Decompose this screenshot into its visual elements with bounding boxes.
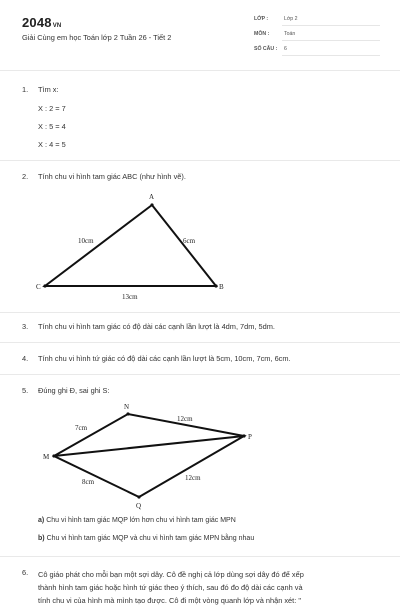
question-text (38, 568, 400, 607)
question-number: 2. (22, 172, 29, 181)
meta-class-label: LỚP : (254, 16, 269, 22)
vertex-q (137, 495, 140, 498)
vertex-p (242, 434, 245, 437)
q5-answer-a (38, 517, 236, 524)
meta-count-label: SỐ CÂU : (254, 46, 278, 52)
side-np-length: 12cm (177, 415, 193, 423)
question-text: Đúng ghi Đ, sai ghi S: (38, 386, 110, 395)
meta-count-value: 6 (284, 46, 287, 52)
side-ac-length: 10cm (78, 237, 94, 245)
question-text: Tính chu vi hình tam giác ABC (như hình vẽ). (38, 172, 186, 181)
vertex-n (126, 412, 129, 415)
side-cb-length: 13cm (122, 293, 138, 301)
label-q: Q (136, 502, 142, 510)
logo-suffix: VN (52, 23, 62, 29)
q1-item-3: X : 4 = 5 (38, 140, 66, 149)
meta-subject-label: MÔN : (254, 31, 270, 37)
label-c: C (36, 283, 41, 291)
answer-letter: b) (38, 535, 45, 542)
q5-answer-b (38, 535, 254, 542)
question-text: Tìm x: (38, 85, 59, 94)
question-line: thành hình tam giác hoặc hình tứ giác theo ý thích, sau đó đo độ dài các cạnh và (38, 583, 303, 592)
question-text: Tính chu vi hình tứ giác có độ dài các cạnh lần lượt là 5cm, 10cm, 7cm, 6cm. (38, 354, 291, 363)
question-text: Tính chu vi hình tam giác có độ dài các cạnh lần lượt là 4dm, 7dm, 5dm. (38, 322, 275, 331)
question-line: Cô giáo phát cho mỗi bạn một sợi dây. Cô đề nghị cả lớp dùng sợi dây đó để xếp (38, 570, 304, 579)
question-number: 5. (22, 386, 29, 395)
side-mq-length: 8cm (82, 478, 95, 486)
question-number: 3. (22, 322, 29, 331)
meta-class-value: Lớp 2 (284, 16, 298, 22)
question-number: 1. (22, 85, 29, 94)
label-a: A (149, 193, 155, 201)
q1-item-2: X : 5 = 4 (38, 122, 66, 131)
document-title: Giải Cùng em học Toán lớp 2 Tuần 26 - Tiết 2 (22, 33, 172, 42)
meta-subject-value: Toán (284, 31, 296, 37)
vertex-m (52, 454, 55, 457)
question-number: 4. (22, 354, 29, 363)
side-ab-length: 6cm (183, 237, 196, 245)
answer-letter: a) (38, 517, 45, 524)
side-qp-length: 12cm (185, 474, 201, 482)
label-m: M (43, 453, 50, 461)
logo-text: 2048 (22, 15, 52, 30)
answer-text: Chu vi hình tam giác MQP lớn hơn chu vi hình tam giác MPN (46, 517, 236, 524)
side-mn-length: 7cm (75, 424, 88, 432)
section-divider (0, 556, 400, 557)
q1-item-1: X : 2 = 7 (38, 104, 66, 113)
answer-text: Chu vi hình tam giác MQP và chu vi hình tam giác MPN bằng nhau (46, 535, 255, 542)
label-p: P (248, 433, 252, 441)
question-number: 6. (22, 568, 29, 577)
question-line: tính chu vi của hình mà mình tạo được. Cô đi một vòng quanh lớp và nhận xét: " (38, 596, 301, 605)
label-b: B (219, 283, 224, 291)
label-n: N (124, 403, 130, 411)
